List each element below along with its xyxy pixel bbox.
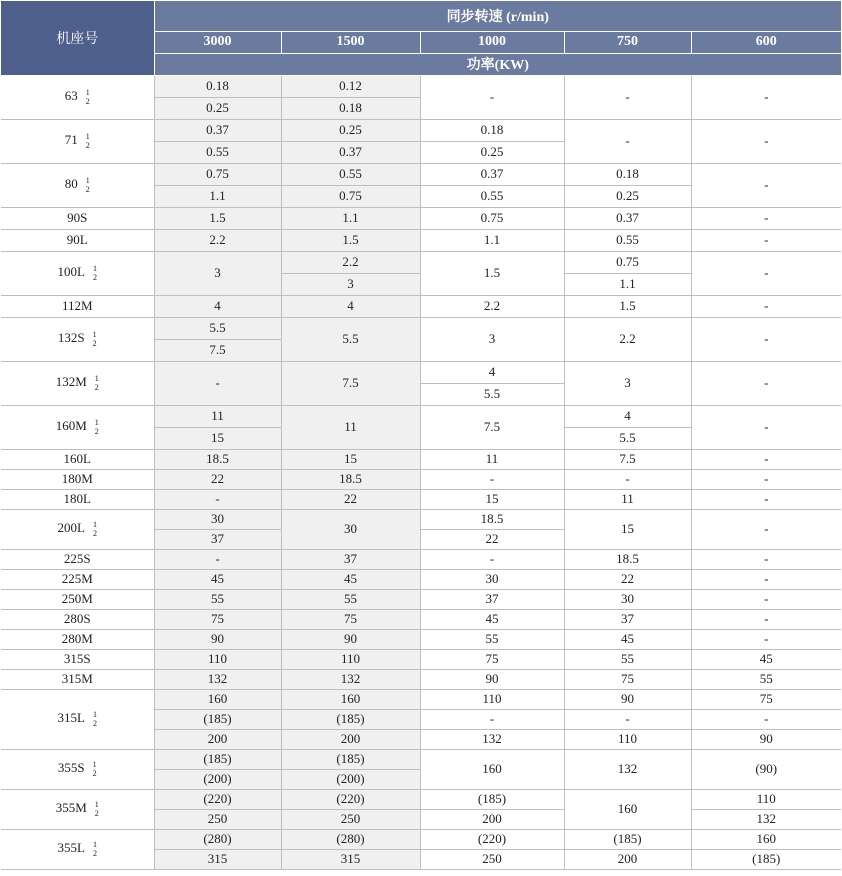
power-cell: (185): [564, 829, 691, 849]
pole-option: 1: [94, 374, 99, 383]
power-cell: (280): [154, 829, 281, 849]
model-label: 132S: [57, 329, 85, 345]
power-cell: 0.55: [564, 229, 691, 251]
power-cell: 55: [154, 589, 281, 609]
table-row: [1, 629, 841, 649]
table-row: [1, 229, 841, 251]
power-cell: -: [691, 75, 841, 119]
table-row: [1, 549, 841, 569]
power-cell: 4: [420, 361, 564, 383]
model-cell: [1, 163, 154, 207]
power-cell: 15: [564, 509, 691, 549]
power-cell: 4: [564, 405, 691, 427]
power-cell: 0.12: [281, 75, 420, 97]
power-cell: 45: [281, 569, 420, 589]
pole-option: 2: [92, 339, 97, 348]
pole-options: [93, 520, 97, 538]
model-cell: [1, 449, 154, 469]
power-cell: (220): [420, 829, 564, 849]
power-cell: 110: [154, 649, 281, 669]
power-cell: 7.5: [564, 449, 691, 469]
model-cell: [1, 207, 154, 229]
model-cell: [1, 829, 154, 869]
power-cell: 90: [691, 729, 841, 749]
power-cell: 45: [154, 569, 281, 589]
pole-options: [93, 710, 97, 728]
power-cell: 0.75: [564, 251, 691, 273]
table-row: [1, 469, 841, 489]
power-cell: 200: [154, 729, 281, 749]
table-row: [1, 749, 841, 769]
power-cell: -: [691, 589, 841, 609]
model-cell: [1, 589, 154, 609]
model-cell: [1, 649, 154, 669]
power-cell: 18.5: [154, 449, 281, 469]
power-cell: 4: [154, 295, 281, 317]
model-cell: [1, 749, 154, 789]
pole-option: 1: [94, 800, 99, 809]
table-body: [1, 75, 841, 869]
table-row: [1, 207, 841, 229]
speed-header: 同步转速 (r/min): [154, 1, 841, 31]
model-cell: [1, 489, 154, 509]
power-cell: 0.18: [420, 119, 564, 141]
power-cell: 18.5: [420, 509, 564, 529]
power-cell: 3: [154, 251, 281, 295]
power-cell: 90: [420, 669, 564, 689]
power-cell: -: [564, 119, 691, 163]
power-cell: -: [691, 469, 841, 489]
power-cell: 11: [154, 405, 281, 427]
pole-option: 1: [92, 760, 97, 769]
power-cell: 1.1: [420, 229, 564, 251]
power-cell: (220): [281, 789, 420, 809]
power-cell: 90: [281, 629, 420, 649]
model-label: 180L: [63, 491, 91, 506]
pole-option: 2: [92, 719, 97, 728]
power-cell: 22: [281, 489, 420, 509]
power-cell: 18.5: [281, 469, 420, 489]
model-cell: [1, 405, 154, 449]
table-row: [1, 669, 841, 689]
power-cell: 250: [420, 849, 564, 869]
power-cell: (185): [281, 709, 420, 729]
power-cell: 1.1: [281, 207, 420, 229]
power-cell: (185): [691, 849, 841, 869]
table-row: [1, 75, 841, 97]
power-cell: 250: [154, 809, 281, 829]
power-cell: 110: [564, 729, 691, 749]
power-cell: 2.2: [420, 295, 564, 317]
power-cell: 0.18: [281, 97, 420, 119]
power-cell: 45: [420, 609, 564, 629]
model-cell: [1, 75, 154, 119]
power-cell: (280): [281, 829, 420, 849]
model-label: 225M: [61, 571, 93, 586]
power-cell: 3: [564, 361, 691, 405]
power-cell: 15: [420, 489, 564, 509]
power-cell: -: [420, 549, 564, 569]
power-cell: 30: [154, 509, 281, 529]
power-cell: (185): [420, 789, 564, 809]
pole-option: 1: [92, 840, 97, 849]
power-cell: -: [691, 609, 841, 629]
power-cell: 90: [154, 629, 281, 649]
power-cell: -: [691, 295, 841, 317]
power-cell: 22: [420, 529, 564, 549]
pole-option: 1: [85, 132, 90, 141]
power-cell: -: [564, 709, 691, 729]
power-cell: 0.75: [281, 185, 420, 207]
power-cell: 11: [564, 489, 691, 509]
power-cell: 55: [564, 649, 691, 669]
power-cell: 18.5: [564, 549, 691, 569]
table-row: [1, 609, 841, 629]
power-cell: 0.18: [564, 163, 691, 185]
power-cell: 110: [281, 649, 420, 669]
model-label: 80: [64, 175, 78, 191]
power-cell: 200: [564, 849, 691, 869]
pole-options: [86, 176, 90, 194]
power-cell: (185): [154, 709, 281, 729]
speed-600-header: 600: [691, 31, 841, 53]
power-cell: 30: [281, 509, 420, 549]
power-cell: 0.25: [281, 119, 420, 141]
pole-option: 2: [94, 427, 99, 436]
pole-option: 1: [92, 520, 97, 529]
power-cell: -: [691, 569, 841, 589]
power-cell: -: [691, 449, 841, 469]
power-cell: 55: [691, 669, 841, 689]
power-cell: 22: [154, 469, 281, 489]
power-cell: -: [154, 489, 281, 509]
table-row: [1, 251, 841, 273]
model-cell: [1, 689, 154, 749]
power-cell: 75: [564, 669, 691, 689]
table-row: [1, 829, 841, 849]
model-label: 315M: [61, 671, 93, 686]
model-label: 250M: [61, 591, 93, 606]
power-cell: 0.37: [154, 119, 281, 141]
model-label: 315S: [63, 651, 91, 666]
table-row: [1, 119, 841, 141]
power-cell: 2.2: [281, 251, 420, 273]
table-row: [1, 317, 841, 339]
motor-power-table: [1, 1, 841, 870]
model-label: 132M: [55, 373, 87, 389]
model-label: 100L: [57, 263, 85, 279]
power-cell: 1.5: [281, 229, 420, 251]
pole-options: [93, 330, 97, 348]
power-cell: 110: [691, 789, 841, 809]
power-cell: 5.5: [564, 427, 691, 449]
power-cell: -: [420, 709, 564, 729]
table-row: [1, 405, 841, 427]
power-cell: 30: [564, 589, 691, 609]
pole-option: 1: [92, 330, 97, 339]
power-cell: 0.55: [281, 163, 420, 185]
power-cell: 110: [420, 689, 564, 709]
table-row: [1, 569, 841, 589]
power-cell: 160: [154, 689, 281, 709]
power-cell: 4: [281, 295, 420, 317]
power-cell: -: [691, 163, 841, 207]
power-cell: 11: [281, 405, 420, 449]
table-row: [1, 489, 841, 509]
power-cell: -: [691, 489, 841, 509]
power-cell: 0.25: [154, 97, 281, 119]
pole-option: 1: [92, 710, 97, 719]
power-cell: 0.75: [154, 163, 281, 185]
pole-options: [86, 132, 90, 150]
model-header: 机座号: [1, 1, 154, 75]
power-cell: 45: [564, 629, 691, 649]
pole-options: [95, 418, 99, 436]
power-cell: 3: [281, 273, 420, 295]
model-label: 225S: [63, 551, 91, 566]
power-cell: 2.2: [564, 317, 691, 361]
model-label: 355L: [57, 839, 85, 855]
pole-option: 2: [92, 769, 97, 778]
model-cell: [1, 509, 154, 549]
power-cell: 132: [420, 729, 564, 749]
power-cell: 1.5: [420, 251, 564, 295]
power-cell: -: [691, 207, 841, 229]
power-cell: 132: [691, 809, 841, 829]
model-label: 112M: [61, 298, 93, 313]
power-cell: (185): [154, 749, 281, 769]
power-cell: 37: [564, 609, 691, 629]
power-cell: 132: [281, 669, 420, 689]
pole-options: [93, 264, 97, 282]
model-label: 63: [64, 87, 78, 103]
model-label: 280S: [63, 611, 91, 626]
power-cell: 7.5: [420, 405, 564, 449]
power-cell: -: [691, 251, 841, 295]
speed-1000-header: 1000: [420, 31, 564, 53]
power-cell: 7.5: [281, 361, 420, 405]
power-cell: 30: [420, 569, 564, 589]
power-cell: 90: [564, 689, 691, 709]
power-cell: -: [564, 469, 691, 489]
model-label: 355S: [57, 759, 85, 775]
power-cell: -: [564, 75, 691, 119]
table-row: [1, 649, 841, 669]
power-cell: 0.55: [420, 185, 564, 207]
model-label: 160M: [55, 417, 87, 433]
model-label: 180M: [61, 471, 93, 486]
power-cell: 7.5: [154, 339, 281, 361]
model-label: 355M: [55, 799, 87, 815]
table-row: [1, 295, 841, 317]
power-cell: 11: [420, 449, 564, 469]
power-cell: 37: [420, 589, 564, 609]
model-label: 160L: [63, 451, 91, 466]
model-label: 315L: [57, 709, 85, 725]
power-cell: 15: [154, 427, 281, 449]
power-cell: 160: [281, 689, 420, 709]
model-label: 90L: [66, 232, 88, 247]
power-cell: 75: [281, 609, 420, 629]
model-cell: [1, 295, 154, 317]
power-cell: 200: [281, 729, 420, 749]
pole-option: 2: [92, 273, 97, 282]
power-cell: 160: [564, 789, 691, 829]
pole-option: 2: [94, 383, 99, 392]
model-cell: [1, 609, 154, 629]
table-row: [1, 589, 841, 609]
power-cell: 250: [281, 809, 420, 829]
pole-option: 1: [85, 176, 90, 185]
pole-options: [95, 800, 99, 818]
table-row: [1, 689, 841, 709]
model-cell: [1, 317, 154, 361]
speed-3000-header: 3000: [154, 31, 281, 53]
power-cell: (200): [154, 769, 281, 789]
power-cell: -: [691, 119, 841, 163]
power-cell: 0.37: [281, 141, 420, 163]
power-cell: -: [154, 361, 281, 405]
power-cell: -: [691, 709, 841, 729]
pole-option: 1: [94, 418, 99, 427]
power-cell: 315: [154, 849, 281, 869]
table-row: [1, 449, 841, 469]
power-cell: 0.25: [420, 141, 564, 163]
table-row: [1, 509, 841, 529]
power-cell: 55: [420, 629, 564, 649]
power-cell: (185): [281, 749, 420, 769]
pole-option: 1: [85, 88, 90, 97]
table-row: [1, 361, 841, 383]
power-cell: 37: [154, 529, 281, 549]
power-cell: (200): [281, 769, 420, 789]
pole-options: [95, 374, 99, 392]
model-label: 280M: [61, 631, 93, 646]
power-cell: 0.75: [420, 207, 564, 229]
pole-option: 2: [92, 849, 97, 858]
power-cell: 1.5: [154, 207, 281, 229]
power-cell: 75: [154, 609, 281, 629]
power-cell: 1.1: [154, 185, 281, 207]
pole-options: [93, 760, 97, 778]
model-cell: [1, 229, 154, 251]
power-cell: 5.5: [281, 317, 420, 361]
power-cell: -: [420, 469, 564, 489]
speed-750-header: 750: [564, 31, 691, 53]
power-cell: (90): [691, 749, 841, 789]
model-cell: [1, 251, 154, 295]
model-label: 200L: [57, 519, 85, 535]
pole-option: 2: [85, 97, 90, 106]
power-cell: -: [691, 361, 841, 405]
power-cell: -: [420, 75, 564, 119]
power-cell: 5.5: [420, 383, 564, 405]
model-cell: [1, 549, 154, 569]
model-cell: [1, 119, 154, 163]
power-cell: -: [691, 405, 841, 449]
power-cell: -: [691, 549, 841, 569]
pole-options: [86, 88, 90, 106]
power-cell: 1.5: [564, 295, 691, 317]
power-cell: -: [691, 509, 841, 549]
power-cell: 0.37: [564, 207, 691, 229]
pole-option: 2: [92, 529, 97, 538]
power-cell: 160: [420, 749, 564, 789]
power-cell: 15: [281, 449, 420, 469]
power-cell: 37: [281, 549, 420, 569]
power-cell: 160: [691, 829, 841, 849]
power-cell: -: [691, 229, 841, 251]
power-cell: 1.1: [564, 273, 691, 295]
speed-1500-header: 1500: [281, 31, 420, 53]
pole-option: 2: [85, 185, 90, 194]
model-cell: [1, 469, 154, 489]
pole-options: [93, 840, 97, 858]
power-cell: 75: [691, 689, 841, 709]
power-cell: 3: [420, 317, 564, 361]
table-row: [1, 163, 841, 185]
power-cell: -: [154, 549, 281, 569]
power-cell: 0.37: [420, 163, 564, 185]
power-header: 功率(KW): [154, 53, 841, 75]
power-cell: 55: [281, 589, 420, 609]
model-cell: [1, 569, 154, 589]
model-label: 90S: [67, 210, 88, 225]
power-cell: -: [691, 629, 841, 649]
pole-option: 2: [94, 809, 99, 818]
power-cell: 132: [564, 749, 691, 789]
model-cell: [1, 361, 154, 405]
power-cell: 75: [420, 649, 564, 669]
model-cell: [1, 789, 154, 829]
power-cell: 5.5: [154, 317, 281, 339]
model-cell: [1, 669, 154, 689]
power-cell: 132: [154, 669, 281, 689]
pole-option: 1: [92, 264, 97, 273]
power-cell: 0.18: [154, 75, 281, 97]
power-cell: 45: [691, 649, 841, 669]
pole-option: 2: [85, 141, 90, 150]
table-row: [1, 789, 841, 809]
model-label: 71: [64, 131, 78, 147]
power-cell: 22: [564, 569, 691, 589]
power-cell: 2.2: [154, 229, 281, 251]
power-cell: 200: [420, 809, 564, 829]
power-cell: 0.25: [564, 185, 691, 207]
model-cell: [1, 629, 154, 649]
power-cell: 0.55: [154, 141, 281, 163]
power-cell: (220): [154, 789, 281, 809]
power-cell: -: [691, 317, 841, 361]
power-cell: 315: [281, 849, 420, 869]
